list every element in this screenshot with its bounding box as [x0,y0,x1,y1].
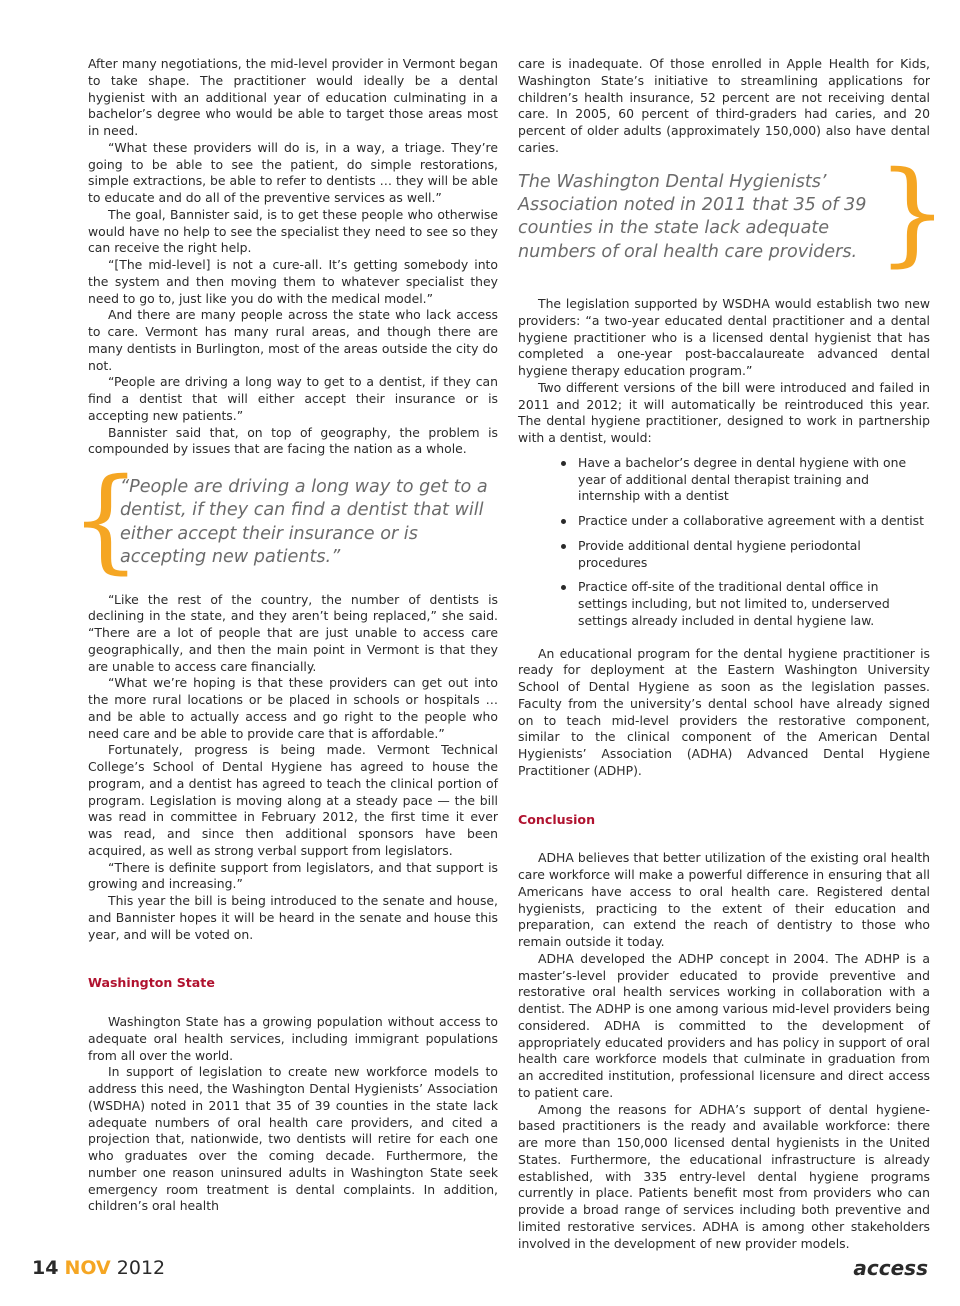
body-paragraph: “People are driving a long way to get to a dentist, if they can find a dentist that will either accept their insurance or is accepting new patients.” [88,374,498,423]
body-paragraph: The goal, Bannister said, is to get these people who otherwise would have no help to see the specialist they need to see so they can receive the right help. [88,206,498,256]
body-paragraph: ADHA believes that better utilization of the existing oral health care workforce will make a powerful difference in ensuring that all Americans have access to oral health care. Registered dental hygienists, practicing to the extent of their education and preparation, can extend the reach of dentistry to those who remain outside it today. [518,850,930,950]
close-brace-icon: } [876,147,948,278]
body-paragraph: care is inadequate. Of those enrolled in Apple Health for Kids, Washington State’s initiative to streamlining applications for children’s health insurance, 52 percent are not receiving dental care. In 2005, 60 percent of third-graders had caries, and 20 percent of older adults (approximately 150,000) also have dental caries. [518,56,930,155]
body-paragraph: This year the bill is being introduced to the senate and house, and Bannister hopes it will be heard in the senate and house this year, and will be voted on. [88,893,498,942]
pull-quote-text: The Washington Dental Hygienists’ Association noted in 2011 that 35 of 39 counties in the state lack adequate numbers of oral health care providers. [518,171,867,262]
practitioner-duties-list [518,455,930,630]
pull-quote-vermont [70,455,498,585]
pull-quote-washington [518,147,948,278]
body-paragraph: The legislation supported by WSDHA would establish two new providers: “a two-year educated dental practitioner and a dental hygiene practitioner who is a licensed dental hygienist that has completed a one-year post-baccalaureate advanced dental hygiene therapy education program.” [518,296,930,379]
section-heading-washington: Washington State [88,975,215,991]
body-paragraph: Two different versions of the bill were introduced and failed in 2011 and 2012; it will automatically be reintroduced this year. The dental hygiene practitioner, designed to work in partnership with a dentist, would: [518,379,930,446]
body-paragraph: “What we’re hoping is that these providers can get out into the more rural locations or be placed in schools or hospitals … and be able to actually access and go right to the people who need care and be able to provide care that is affordable.” [88,675,498,741]
body-paragraph: An educational program for the dental hygiene practitioner is ready for deployment at the Eastern Washington University School of Dental Hygiene as soon as the legislation passes. Faculty from the university’s dental school have already signed on to teach mid-level providers the restorative component, similar to the clinical component of the American Dental Hygienists’ Association (ADHA) Advanced Dental Hygiene Practitioner (ADHP). [518,645,930,778]
open-brace-icon: { [70,455,142,585]
body-paragraph: Fortunately, progress is being made. Vermont Technical College’s School of Dental Hygiene has agreed to house the program, and a dentist has agreed to teach the clinical portion of program. Legislation is moving along at a steady pace — the bill was read in committee in February 2012, the first time it ever was read, and since then additional sponsors have been acquired, as well as strong verbal support from legislators. [88,742,498,858]
right-column [518,56,948,1252]
body-paragraph: In support of legislation to create new workforce models to address this need, the Washington Dental Hygienists’ Association (WSDHA) noted in 2011 that 35 of 39 counties in the state lack adequate numbers of oral health care providers, and cited a projection that, nationwide, two dentists will retire for each one who graduates over the coming decade. Furthermore, the number one reason uninsured adults in Washington State seek emergency room treatment is dental complaints. In addition, children’s oral health [88,1064,498,1214]
list-item: Practice under a collaborative agreement with a dentist [518,513,930,530]
body-paragraph: “Like the rest of the country, the number of dentists is declining in the state, and they aren’t being replaced,” she said. “There are a lot of people that are just unable to access care geographically, and then the main point in Vermont is that they are unable to access care financially. [88,591,498,674]
body-paragraph: Washington State has a growing population without access to adequate oral health services, including immigrant populations from all over the world. [88,1014,498,1063]
body-paragraph: “[The mid-level] is not a cure-all. It’s getting somebody into the system and then moving them to whatever specialist they need to go to, just like you do with the medical model.” [88,257,498,306]
list-item: Practice off-site of the traditional dental office in settings including, but not limited to, underserved settings already included in dental hygiene law. [518,579,930,629]
pull-quote-text: “People are driving a long way to get to a dentist, if they can find a dentist that will either accept their insurance or is accepting new patients.” [120,477,488,568]
body-paragraph: “What these providers will do is, in a way, a triage. They’re going to be able to see the patient, do simple restorations, simple extractions, be able to refer to dentists … they will be able to educate and do all of the preventive services as well.” [88,139,498,205]
issue-month: NOV [64,1257,111,1279]
list-item: Have a bachelor’s degree in dental hygiene with one year of additional dental therapist training and internship with a dentist [518,455,930,505]
body-paragraph: And there are many people across the state who lack access to care. Vermont has many rural areas, and though there are many dentists in Burlington, most of the areas outside the city do not. [88,307,498,373]
publication-name: access [853,1256,928,1280]
section-heading-conclusion: Conclusion [518,811,596,827]
body-paragraph: After many negotiations, the mid-level provider in Vermont began to take shape. The practitioner would ideally be a dental hygienist with an additional year of education culminating in a bachelor’s degree who would be able to target those areas most in need. [88,56,498,138]
list-item: Provide additional dental hygiene periodontal procedures [518,538,930,572]
left-column [70,56,498,1215]
page-folio [32,1257,165,1279]
body-paragraph: ADHA developed the ADHP concept in 2004. The ADHP is a master’s-level provider educated to provide preventive and restorative oral health services working in collaboration with a dentist. The ADHP is one among various mid-level providers being considered. ADHA is committed to the development of appropriately educated providers and has policy in support of oral health care workforce models that culminate in graduation from an accredited institution, professional licensure and direct access to patient care. [518,950,930,1100]
page-number: 14 [32,1257,59,1279]
issue-year: 2012 [116,1257,166,1279]
body-paragraph: “There is definite support from legislators, and that support is growing and increasing.” [88,859,498,892]
body-paragraph: Bannister said that, on top of geography, the problem is compounded by issues that are facing the nation as a whole. [88,424,498,457]
body-paragraph: Among the reasons for ADHA’s support of dental hygiene-based practitioners is the ready and available workforce: there are more than 150,000 licensed dental hygienists in the United States. Furthermore, the educational infrastructure is already established, with 335 entry-level dental hygiene programs currently in place. Patients benefit most from providers who can provide a broad range of services including both preventive and limited restorative services. ADHA is among other stakeholders involved in the development of new provider models. [518,1101,930,1251]
